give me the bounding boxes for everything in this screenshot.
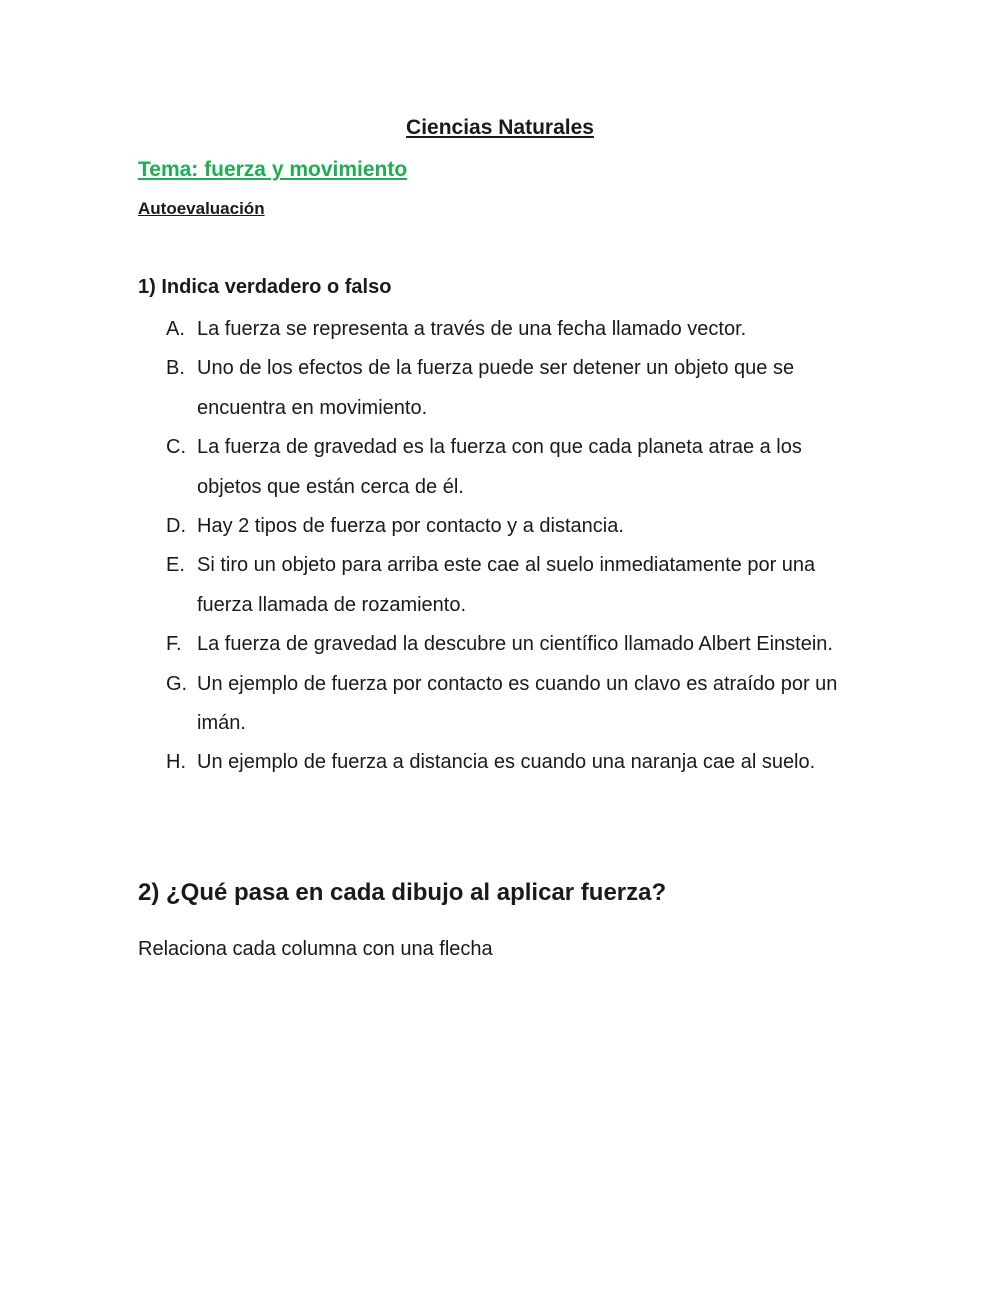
- list-item: [166, 349, 866, 428]
- list-item: [166, 665, 866, 744]
- item-text: Si tiro un objeto para arriba este cae al suelo inmediatamente por una fuerza llamada de rozamiento.: [197, 554, 816, 616]
- item-letter: E.: [166, 554, 185, 577]
- list-item: [166, 310, 866, 349]
- question-2-instruction: Relaciona cada columna con una flecha: [138, 938, 493, 960]
- document-title: Ciencias Naturales: [406, 116, 594, 139]
- item-letter: G.: [166, 672, 188, 695]
- list-item: [166, 625, 866, 664]
- item-text: La fuerza de gravedad es la fuerza con que cada planeta atrae a los objetos que están cerca de él.: [197, 436, 802, 498]
- item-text: Un ejemplo de fuerza por contacto es cuando un clavo es atraído por un imán.: [197, 672, 838, 735]
- item-text: Hay 2 tipos de fuerza por contacto y a distancia.: [197, 515, 624, 538]
- item-letter: C.: [166, 436, 186, 459]
- true-false-list: [166, 310, 866, 783]
- question-1-heading: 1) Indica verdadero o falso: [138, 276, 392, 298]
- list-item: [166, 428, 866, 507]
- item-letter: B.: [166, 357, 185, 380]
- list-item: [166, 546, 866, 625]
- item-text: Un ejemplo de fuerza a distancia es cuando una naranja cae al suelo.: [197, 751, 816, 774]
- item-text: La fuerza de gravedad la descubre un científico llamado Albert Einstein.: [197, 633, 833, 656]
- item-text: Uno de los efectos de la fuerza puede ser detener un objeto que se encuentra en movimiento.: [197, 357, 795, 419]
- item-text: La fuerza se representa a través de una fecha llamado vector.: [197, 318, 747, 340]
- item-letter: H.: [166, 751, 186, 774]
- item-letter: D.: [166, 515, 186, 538]
- self-assessment-label: Autoevaluación: [138, 199, 265, 218]
- question-2-heading: 2) ¿Qué pasa en cada dibujo al aplicar fuerza?: [138, 879, 667, 906]
- item-letter: F.: [166, 633, 182, 656]
- topic-heading: Tema: fuerza y movimiento: [138, 158, 408, 181]
- list-item: [166, 507, 866, 546]
- item-letter: A.: [166, 318, 185, 340]
- list-item: [166, 743, 866, 782]
